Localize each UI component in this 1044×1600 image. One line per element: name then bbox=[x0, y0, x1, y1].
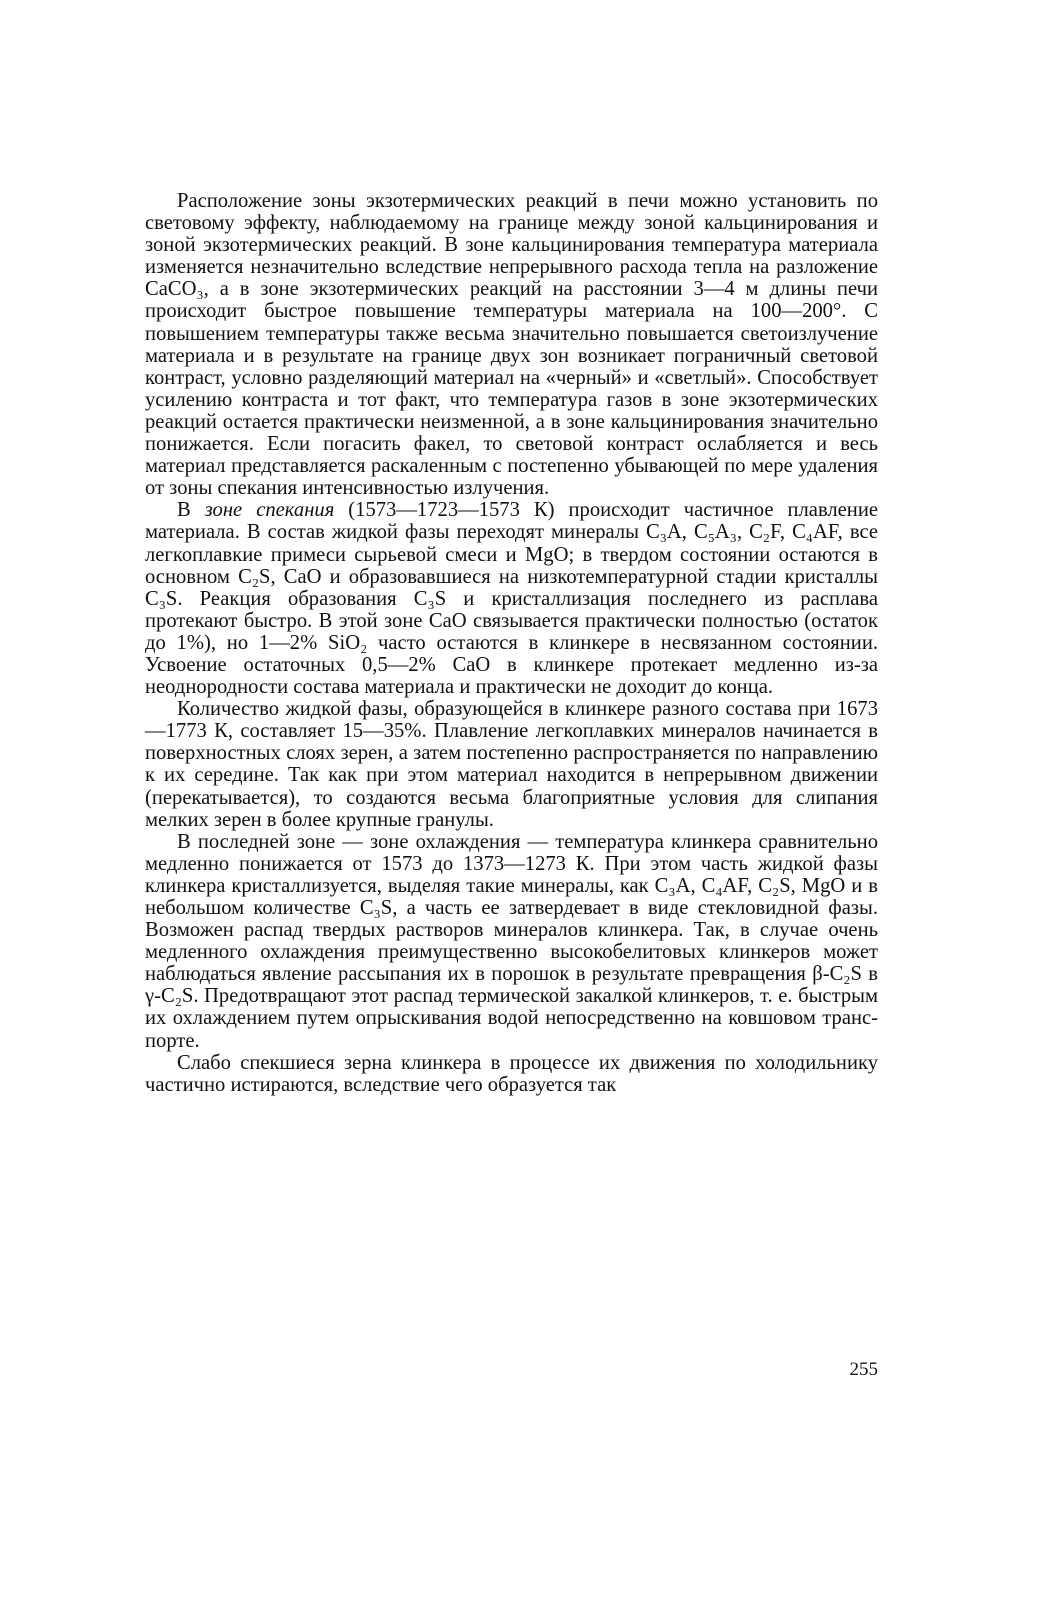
paragraph-1-text: Расположение зоны экзотермических реакций в печи можно установить по световому эффекту, наблюдаемому на границе между зоной кальцинирования и зоной экзотермических реакций. В зоне кальцинирования температура материала изменяется незначительно вследствие непрерывного расхода тепла на разложение СаСО₃, а в зоне экзотермических реакций на расстоянии 3—4 м длины печи происходит быстрое повышение температуры материала на 100—200°. С повышением температуры также весьма значительно повышается светоизлучение материала и в результате на границе двух зон возникает пограничный световой контраст, условно разделяющий материал на «черный» и «светлый». Способствует усилению контраста и тот факт, что температура газов в зоне экзотермических реакций остается практически неизменной, а в зоне кальцинирования значительно понижается. Если погасить факел, то световой контраст ослабляется и весь материал представляется раскаленным с постепенно убывающей по мере удаления от зоны спекания интенсивностью излучения. bbox=[145, 190, 878, 500]
paragraph-5 bbox=[145, 1052, 878, 1096]
paragraph-4 bbox=[145, 831, 878, 1052]
page-number: 255 bbox=[849, 1359, 878, 1380]
paragraph-2 bbox=[145, 499, 878, 698]
paragraph-5-text: Слабо спекшиеся зерна клинкера в процессе их движения по холодильнику частично истираются, вследствие чего образуется так bbox=[145, 1051, 878, 1096]
page-body bbox=[145, 190, 878, 1096]
paragraph-3 bbox=[145, 698, 878, 831]
paragraph-3-text: Количество жидкой фазы, образующейся в клинкере разного состава при 1673—1773 К, составляет 15—35%. Плавление легкоплавких минералов начинается в поверхностных слоях зерен, а затем постепенно распространяется по направлению к их середине. Так как при этом материал находится в непрерывном движении (перекатывается), то создаются весьма благоприятные условия для слипания мелких зерен в более крупные гранулы. bbox=[145, 698, 878, 831]
paragraph-1 bbox=[145, 190, 878, 499]
paragraph-2-text-a: В bbox=[177, 499, 205, 522]
paragraph-2-text-b: (1573—1723—1573 К) происходит частичное плавление материала. В состав жидкой фазы переходят минералы С₃А, С₅А₃, С₂F, С₄АF, все легкоплавкие примеси сырьевой смеси и MgO; в твердом состоянии остаются в основном С₂S, СаО и образовавшиеся на низкотемпературной стадии кристаллы С₃S. Реакция образования С₃S и кристаллизация последнего из расплава протекают быстро. В этой зоне СаО связывается практически полностью (остаток до 1%), но 1—2% SiO₂ часто остаются в клинкере в несвязанном состоянии. Усвоение остаточных 0,5—2% СаО в клинкере протекает медленно из-за неоднородности состава материала и практически не доходит до конца. bbox=[145, 499, 878, 699]
paragraph-2-emphasis: зоне спекания bbox=[204, 499, 335, 522]
paragraph-4-text: В последней зоне — зоне охлаждения — температура клинкера сравнительно медленно понижается от 1573 до 1373—1273 К. При этом часть жидкой фазы клинкера кристаллизуется, выделяя такие минералы, как С₃А, С₄АF, С₂S, MgO и в небольшом количестве С₃S, а часть ее затвердевает в виде стекловидной фазы. Возможен распад твердых растворов минералов клинкера. Так, в случае очень медленного охлаждения преимущественно высокобелитовых клинкеров может наблюдаться явление рассыпания их в порошок в результате превращения β-С₂S в γ-С₂S. Предотвращают этот распад термической закалкой клинкеров, т. е. быстрым их охлаждением путем опрыскивания водой непосредственно на ковшовом транспорте. bbox=[145, 830, 878, 1052]
